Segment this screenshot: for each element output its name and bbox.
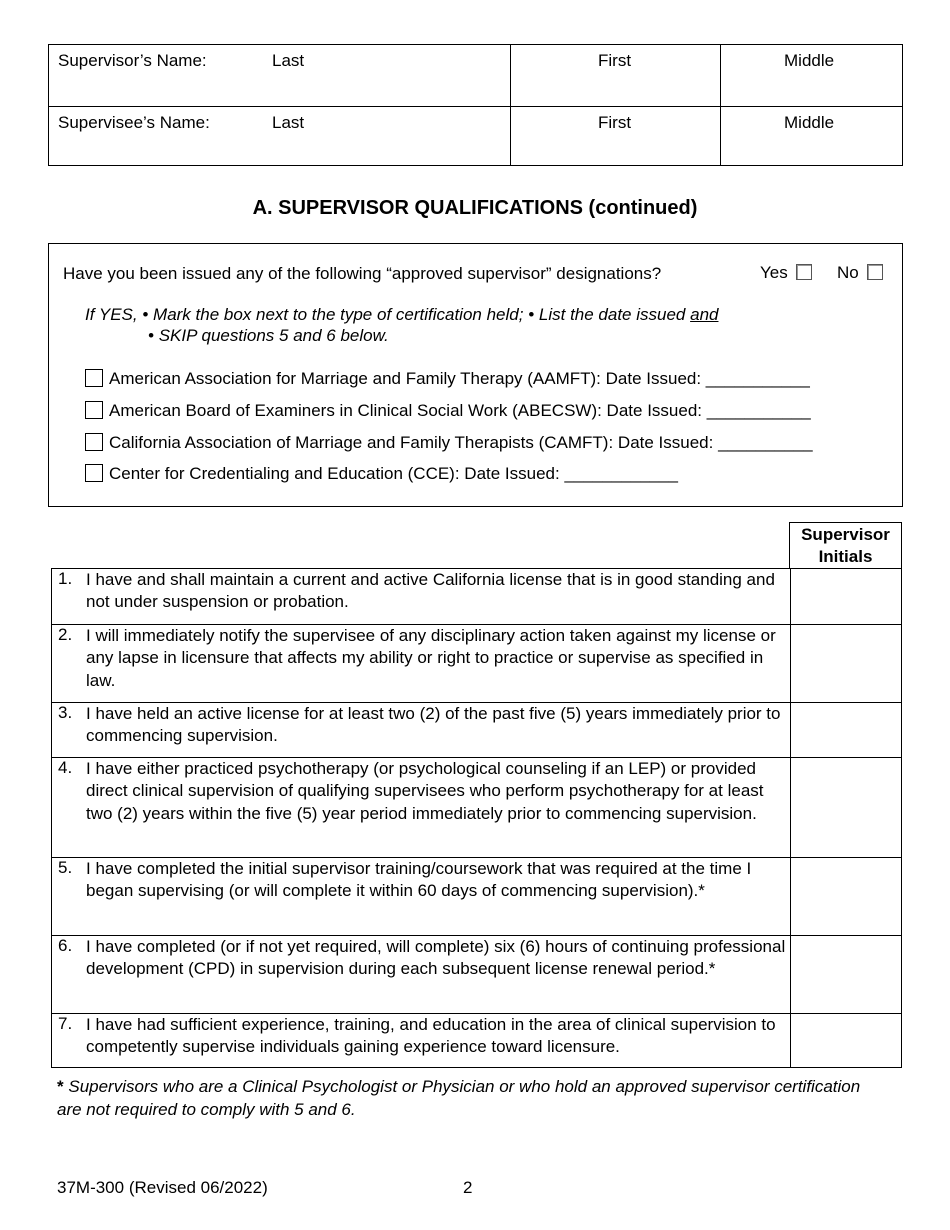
- section-heading: A. SUPERVISOR QUALIFICATIONS (continued): [252, 197, 698, 219]
- cert-checkbox[interactable]: [85, 464, 103, 482]
- no-option[interactable]: [837, 263, 883, 283]
- statement-text: I have and shall maintain a current and active California license that is in good standing and not under suspension or probation.: [86, 570, 775, 612]
- supervisor-name-label: Supervisor’s Name:: [58, 51, 207, 70]
- bullet-icon: •: [148, 326, 154, 345]
- initials-cell[interactable]: [790, 703, 791, 757]
- no-checkbox[interactable]: [867, 264, 883, 280]
- cert-abecsw[interactable]: [85, 401, 811, 421]
- footnote: [57, 1075, 877, 1121]
- statement-number: 4.: [58, 758, 73, 777]
- supervisee-name-label: Supervisee’s Name:: [58, 113, 210, 132]
- statement-text: I have either practiced psychotherapy (or psychological counseling if an LEP) or provided direct clinical supervision of qualifying supervisees who perform psychotherapy for at least two (2) years within the five (5) year period immediately prior to commencing supervision.: [86, 759, 764, 823]
- cert-label: American Board of Examiners in Clinical Social Work (ABECSW): Date Issued: ___________: [109, 401, 811, 420]
- initials-cell[interactable]: [790, 1014, 791, 1067]
- table-row: [52, 935, 901, 1013]
- footnote-text: Supervisors who are a Clinical Psychologist or Physician or who hold an approved supervisor certification are not required to comply with 5 and 6.: [57, 1077, 861, 1119]
- statement-number: 7.: [58, 1014, 73, 1033]
- designation-question: Have you been issued any of the following “approved supervisor” designations?: [63, 264, 662, 283]
- middle-name-label: Middle: [784, 113, 835, 132]
- statement-number: 6.: [58, 936, 73, 955]
- table-row: [52, 569, 901, 624]
- statement-text: I will immediately notify the supervisee of any disciplinary action taken against my license or any lapse in licensure that affects my ability or right to practice or supervise as specified in law.: [86, 626, 776, 690]
- cert-aamft[interactable]: [85, 369, 810, 389]
- statement-text: I have held an active license for at least two (2) of the past five (5) years immediately prior to commencing supervision.: [86, 704, 781, 746]
- cert-cce[interactable]: [85, 464, 678, 484]
- instructions-line-2: [148, 326, 389, 346]
- last-name-label: Last: [272, 51, 305, 70]
- yes-label: Yes: [760, 263, 788, 282]
- initials-cell[interactable]: [790, 936, 791, 1013]
- statements-table: [51, 568, 902, 1068]
- initials-column-header: [789, 522, 902, 569]
- statement-number: 5.: [58, 858, 73, 877]
- supervisor-name-row[interactable]: [49, 45, 902, 106]
- cert-checkbox[interactable]: [85, 433, 103, 451]
- first-name-label: First: [598, 113, 632, 132]
- first-name-label: First: [598, 51, 632, 70]
- table-row: [52, 1013, 901, 1067]
- no-label: No: [837, 263, 859, 282]
- initials-header-line2: Initials: [818, 547, 873, 566]
- designation-box: [48, 243, 903, 507]
- supervisee-name-row[interactable]: [49, 106, 902, 168]
- instruction-mark: Mark the box next to the type of certification held;: [153, 305, 524, 324]
- cert-label: California Association of Marriage and Family Therapists (CAMFT): Date Issued: __________: [109, 433, 813, 452]
- cert-checkbox[interactable]: [85, 369, 103, 387]
- form-number: 37M-300 (Revised 06/2022): [57, 1178, 268, 1197]
- cert-label: Center for Credentialing and Education (CCE): Date Issued: ____________: [109, 464, 678, 483]
- cert-camft[interactable]: [85, 433, 813, 453]
- table-row: [52, 757, 901, 857]
- initials-cell[interactable]: [790, 858, 791, 935]
- instruction-list-date: List the date issued: [538, 305, 686, 324]
- bullet-icon: •: [528, 305, 535, 324]
- initials-cell[interactable]: [790, 625, 791, 702]
- instruction-skip: SKIP questions 5 and 6 below.: [158, 326, 389, 345]
- statement-number: 3.: [58, 703, 73, 722]
- cert-checkbox[interactable]: [85, 401, 103, 419]
- table-row: [52, 624, 901, 702]
- table-row: [52, 702, 901, 757]
- cert-label: American Association for Marriage and Family Therapy (AAMFT): Date Issued: ___________: [109, 369, 810, 388]
- names-table: [48, 44, 903, 166]
- statement-text: I have had sufficient experience, training, and education in the area of clinical supervision to competently supervise individuals gaining experience toward licensure.: [86, 1015, 776, 1057]
- yes-option[interactable]: [760, 263, 812, 283]
- instruction-and: and: [690, 305, 719, 324]
- initials-cell[interactable]: [790, 758, 791, 857]
- initials-cell[interactable]: [790, 569, 791, 624]
- table-row: [52, 857, 901, 935]
- statement-text: I have completed the initial supervisor training/coursework that was required at the time I began supervising (or will complete it within 60 days of commencing supervision).*: [86, 859, 752, 901]
- middle-name-label: Middle: [784, 51, 835, 70]
- initials-header-line1: Supervisor: [801, 525, 890, 544]
- yes-checkbox[interactable]: [796, 264, 812, 280]
- statement-text: I have completed (or if not yet required, will complete) six (6) hours of continuing professional development (CPD) in supervision during each subsequent license renewal period.*: [86, 937, 786, 979]
- instruction-prefix: If YES,: [85, 305, 138, 324]
- last-name-label: Last: [272, 113, 305, 132]
- statement-number: 2.: [58, 625, 73, 644]
- page-number: 2: [463, 1178, 473, 1197]
- footnote-star: *: [57, 1077, 64, 1096]
- bullet-icon: •: [142, 305, 149, 324]
- instructions: [85, 304, 718, 326]
- statement-number: 1.: [58, 569, 73, 588]
